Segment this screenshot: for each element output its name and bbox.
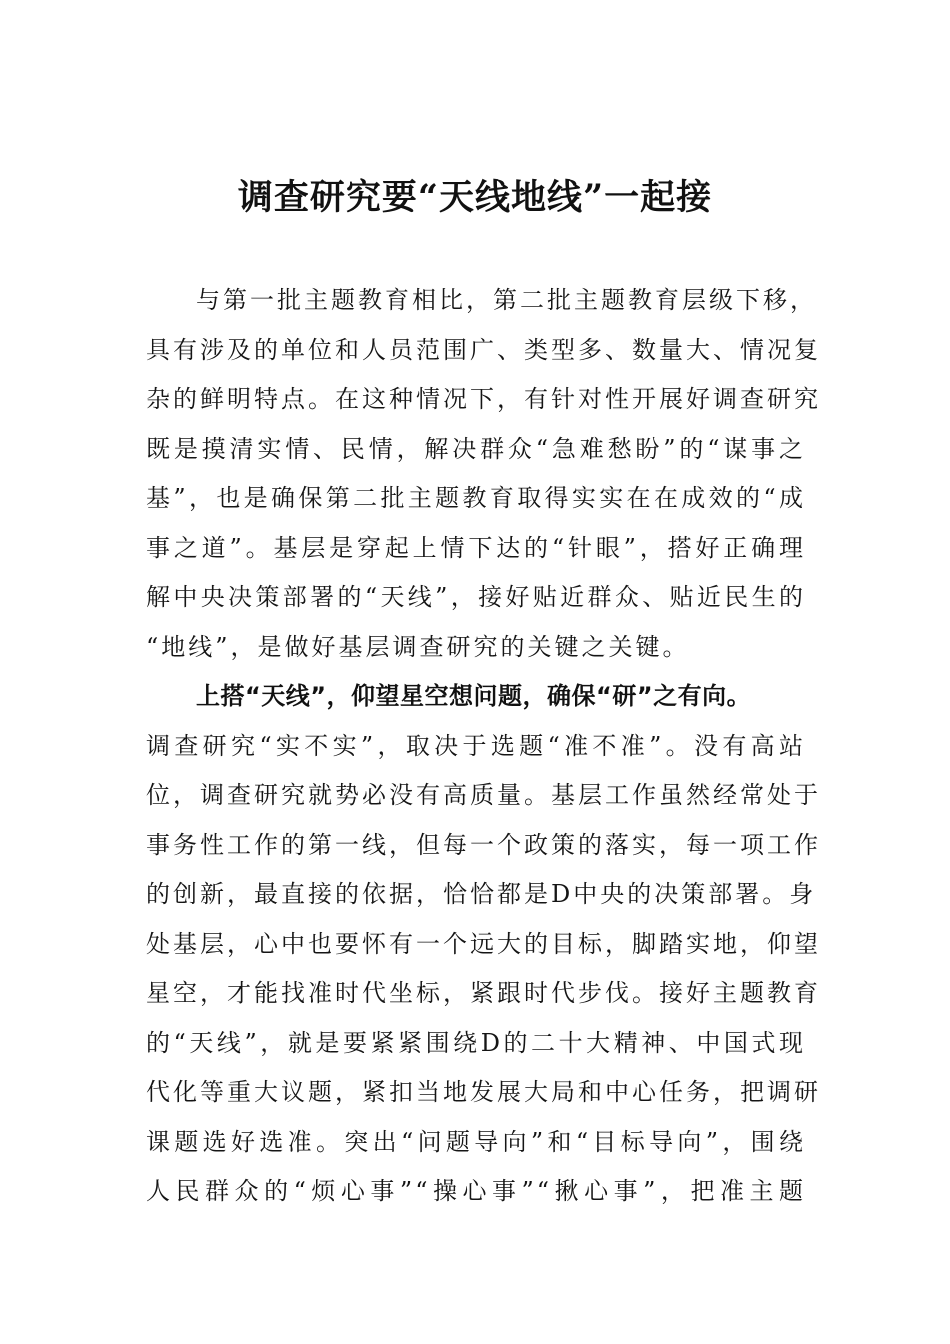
paragraph-line: 代化等重大议题，紧扣当地发展大局和中心任务，把调研 — [146, 1078, 821, 1106]
paragraph-line: 具有涉及的单位和人员范围广、类型多、数量大、情况复 — [146, 335, 821, 364]
paragraph-line: 人民群众的“烦心事”“操心事”“揪心事”，把准主题 — [146, 1177, 806, 1205]
paragraph-line: 位，调查研究就势必没有高质量。基层工作虽然经常处于 — [146, 781, 821, 809]
document-title: 调查研究要“天线地线”一起接 — [237, 177, 713, 218]
paragraph-line: 的创新，最直接的依据，恰恰都是D中央的决策部署。身 — [146, 880, 817, 908]
paragraph-line: 解中央决策部署的“天线”，接好贴近群众、贴近民生的 — [146, 583, 806, 611]
paragraph-line: 调查研究“实不实”，取决于选题“准不准”。没有高站 — [146, 731, 806, 760]
document-body — [146, 276, 821, 1217]
paragraph-line: 事之道”。基层是穿起上情下达的“针眼”，搭好正确理 — [146, 533, 806, 562]
paragraph-line: 处基层，心中也要怀有一个远大的目标，脚踏实地，仰望 — [146, 929, 821, 958]
paragraph-line: 事务性工作的第一线，但每一个政策的落实，每一项工作 — [146, 830, 821, 859]
paragraph-line: 星空，才能找准时代坐标，紧跟时代步伐。接好主题教育 — [146, 979, 821, 1007]
paragraph-line: “地线”，是做好基层调查研究的关键之关键。 — [146, 632, 690, 661]
paragraph-2 — [146, 672, 821, 1217]
paragraph-line: 的“天线”，就是要紧紧围绕D的二十大精神、中国式现 — [146, 1028, 806, 1057]
paragraph-line: 与第一批主题教育相比，第二批主题教育层级下移， — [196, 286, 817, 314]
paragraph-line: 课题选好选准。突出“问题导向”和“目标导向”，围绕 — [146, 1127, 806, 1156]
paragraph-line: 基”，也是确保第二批主题教育取得实实在在成效的“成 — [146, 484, 806, 512]
paragraph-1 — [146, 276, 821, 672]
paragraph-line: 既是摸清实情、民情，解决群众“急难愁盼”的“谋事之 — [146, 434, 806, 463]
section-heading: 上搭“天线”，仰望星空想问题，确保“研”之有向。 — [196, 682, 752, 710]
paragraph-line: 杂的鲜明特点。在这种情况下，有针对性开展好调查研究 — [146, 385, 821, 413]
